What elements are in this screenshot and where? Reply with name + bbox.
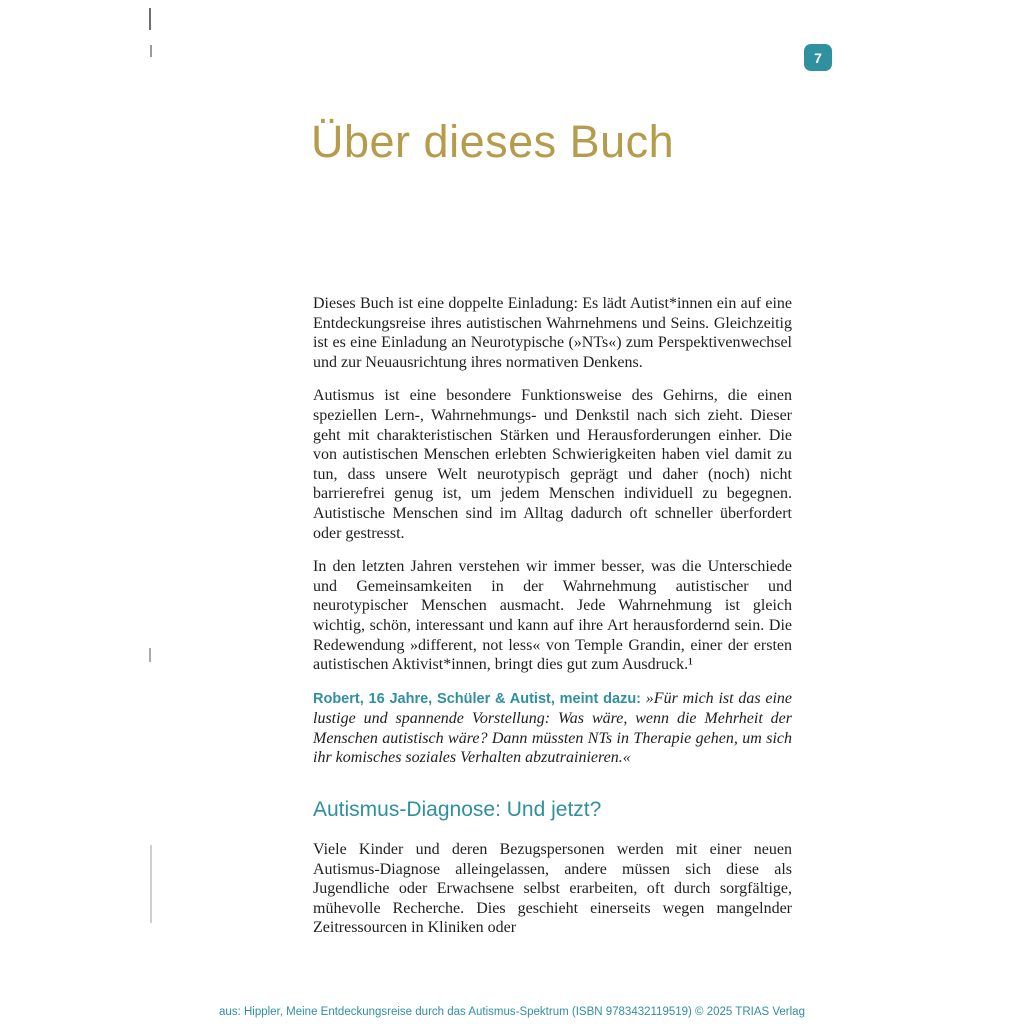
body-paragraph: In den letzten Jahren verstehen wir immer besser, was die Unterschiede und Gemeinsamkeiten in der Wahrnehmung autistischer und neurotypischer Menschen ausmacht. Jede Wahrnehmung ist gleich wichtig, schön, interessant und kann auf ihre Art herausfordernd sein. Die Redewendung »different, not less« von Temple Grandin, einer der ersten autistischen Aktivist*innen, bringt dies gut zum Ausdruck.¹ — [313, 558, 792, 674]
page-title: Über dieses Buch — [311, 116, 675, 167]
scan-artifact-mark — [149, 8, 151, 30]
section-heading: Autismus-Diagnose: Und jetzt? — [313, 798, 602, 822]
scan-artifact-mark — [149, 648, 151, 662]
body-paragraph: Viele Kinder und deren Bezugspersonen werden mit einer neuen Autismus-Diagnose alleingelassen, andere müssen sich diese als Jugendliche oder Erwachsene selbst erarbeiten, oft durch sorgfältige, mühevolle Recherche. Dies geschieht einerseits wegen mangelnder Zeitressourcen in Kliniken oder — [313, 841, 792, 937]
page-number: 7 — [814, 49, 822, 66]
body-paragraph: Autismus ist eine besondere Funktionsweise des Gehirns, die einen speziellen Lern-, Wahrnehmungs- und Denkstil nach sich zieht. Dieser geht mit charakteristischen Stärken und Herausforderungen einher. Die von autistischen Menschen erlebten Schwierigkeiten haben viel damit zu tun, dass unsere Welt neurotypisch geprägt und daher (noch) nicht barrierefrei genug ist, um jedem Menschen individuell zu begegnen. Autistische Menschen sind im Alltag dadurch oft schneller überfordert oder gestresst. — [313, 387, 792, 542]
content-column — [313, 294, 792, 952]
page-number-badge — [804, 44, 832, 71]
body-paragraph: Dieses Buch ist eine doppelte Einladung: Es lädt Autist*innen ein auf eine Entdeckungsreise ihres autistischen Wahrnehmens und Seins. Gleichzeitig ist es eine Einladung an Neurotypische (»NTs«) zum Perspektivenwechsel und zur Neuausrichtung ihres normativen Denkens. — [313, 295, 792, 371]
quote-paragraph — [313, 689, 792, 768]
copyright-footer: aus: Hippler, Meine Entdeckungsreise durch das Autismus-Spektrum (ISBN 9783432119519) © 2025 TRIAS Verlag — [219, 1006, 805, 1018]
quote-text: »Für mich ist das eine lustige und spannende Vorstellung: Was wäre, wenn die Mehrheit der Menschen autistisch wäre? Dann müssten NTs in Therapie gehen, um sich ihr komisches soziales Verhalten abzutrainieren.« — [313, 689, 793, 767]
quote-attribution: Robert, 16 Jahre, Schüler & Autist, meint dazu: — [313, 690, 642, 707]
scan-artifact-mark — [150, 845, 152, 923]
scan-artifact-mark — [150, 45, 152, 57]
